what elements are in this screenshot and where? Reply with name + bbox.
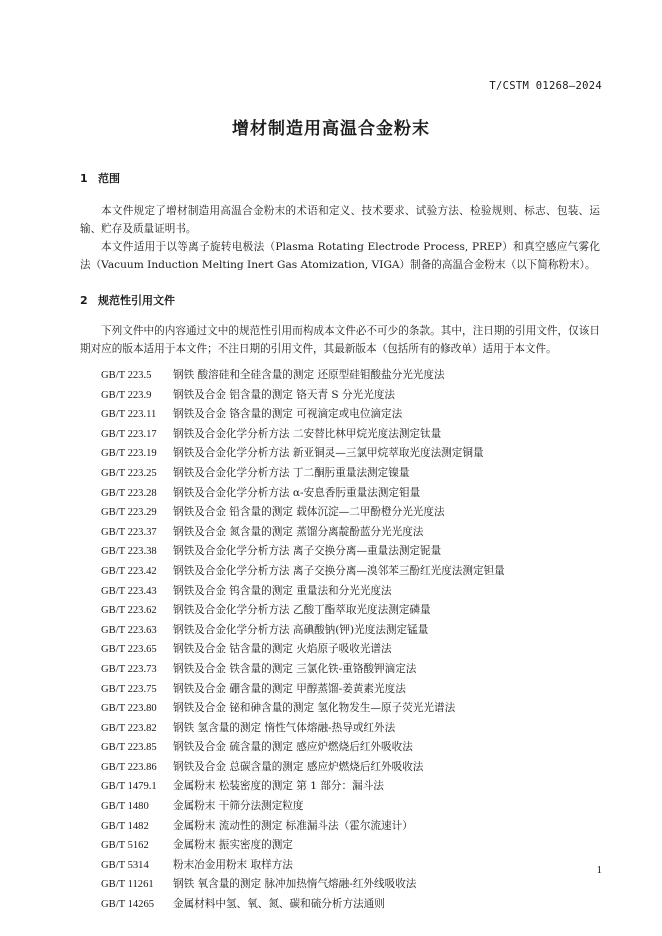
reference-item [101,562,505,582]
scope-paragraph-2: 本文件适用于以等离子旋转电极法（Plasma Rotating Electrode Process, PREP）和真空感应气雾化法（Vacuum Induction Melting Inert Gas Atomization, VIGA）制备的高温合金粉末（以下简称粉末）。 [80,241,600,271]
reference-code: GB/T 223.11 [101,409,157,421]
reference-title: 钢铁及合金 铝含量的测定 铬天青 S 分光光度法 [173,388,396,401]
reference-title: 钢铁及合金化学分析方法 乙酸丁酯萃取光度法测定磷量 [173,604,431,617]
reference-item [101,425,505,445]
reference-code: GB/T 223.42 [101,565,157,577]
reference-title: 钢铁及合金 铅含量的测定 载体沉淀—二甲酚橙分光光度法 [173,506,445,519]
reference-item [101,621,505,641]
reference-code: GB/T 223.38 [101,546,157,558]
reference-item [101,738,505,758]
reference-code: GB/T 223.82 [101,722,157,734]
section-2-number: 2 [80,294,88,307]
reference-code: GB/T 5314 [101,859,149,871]
reference-title: 钢铁及合金化学分析方法 离子交换分离—重量法测定铌量 [173,545,442,558]
reference-code: GB/T 11261 [101,879,154,891]
reference-title: 钢铁及合金化学分析方法 新亚铜灵—三氯甲烷萃取光度法测定铜量 [173,447,484,460]
reference-title: 钢铁 氧含量的测定 脉冲加热惰气熔融-红外线吸收法 [173,878,417,891]
reference-code: GB/T 223.85 [101,742,157,754]
reference-code: GB/T 223.9 [101,389,152,401]
reference-title: 金属材料中氢、氧、氮、碳和硫分析方法通则 [173,898,385,911]
reference-title: 金属粉末 干筛分法测定粒度 [173,800,304,813]
reference-item [101,836,505,856]
reference-title: 金属粉末 流动性的测定 标准漏斗法（霍尔流速计） [173,819,413,832]
reference-code: GB/T 223.28 [101,487,157,499]
reference-item [101,699,505,719]
reference-code: GB/T 223.75 [101,683,157,695]
reference-title: 钢铁及合金 硫含量的测定 感应炉燃烧后红外吸收法 [173,741,413,754]
reference-code: GB/T 223.19 [101,448,157,460]
reference-item [101,405,505,425]
reference-code: GB/T 223.37 [101,526,157,538]
reference-title: 钢铁及合金化学分析方法 丁二酮肟重量法测定镍量 [173,466,410,479]
reference-title: 钢铁及合金 硼含量的测定 甲醇蒸馏-姜黄素光度法 [173,682,406,695]
reference-code: GB/T 1480 [101,801,149,813]
reference-item [101,777,505,797]
reference-item [101,640,505,660]
reference-item [101,875,505,895]
reference-title: 金属粉末 振实密度的测定 [173,839,293,852]
reference-item [101,582,505,602]
section-2-heading [80,292,175,308]
reference-title: 钢铁及合金 铁含量的测定 三氯化铁-重铬酸钾滴定法 [173,662,417,675]
reference-title: 钢铁及合金 钨含量的测定 重量法和分光光度法 [173,584,392,597]
reference-code: GB/T 223.17 [101,428,157,440]
reference-title: 钢铁 氢含量的测定 惰性气体熔融-热导或红外法 [173,721,396,734]
normative-references-intro: 下列文件中的内容通过文中的规范性引用而构成本文件必不可少的条款。其中，注日期的引用文件，仅该日期对应的版本适用于本文件；不注日期的引用文件，其最新版本（包括所有的修改单）适用于本文件。 [80,325,600,355]
reference-title: 钢铁及合金 氮含量的测定 蒸馏分离靛酚蓝分光光度法 [173,525,424,538]
reference-item [101,660,505,680]
reference-item [101,523,505,543]
reference-title: 金属粉末 松装密度的测定 第 1 部分：漏斗法 [173,780,384,793]
section-1-title: 范围 [98,172,120,185]
reference-code: GB/T 1479.1 [101,781,157,793]
reference-title: 钢铁及合金化学分析方法 二安替比林甲烷光度法测定钛量 [173,427,442,440]
reference-title: 钢铁及合金化学分析方法 离子交换分离—溴邻苯三酚红光度法测定钽量 [173,564,505,577]
reference-item [101,366,505,386]
reference-item [101,895,505,915]
reference-item [101,601,505,621]
scope-paragraph-1: 本文件规定了增材制造用高温合金粉末的术语和定义、技术要求、试验方法、检验规则、标志、包装、运输、贮存及质量证明书。 [80,205,600,235]
reference-list [101,366,505,915]
document-code: T/CSTM 01268—2024 [489,80,602,92]
reference-item [101,542,505,562]
reference-code: GB/T 5162 [101,840,149,852]
reference-title: 钢铁及合金 铬含量的测定 可视滴定或电位滴定法 [173,408,403,421]
reference-code: GB/T 14265 [101,899,155,911]
section-1-heading [80,170,120,186]
reference-code: GB/T 223.86 [101,761,157,773]
reference-code: GB/T 223.43 [101,585,157,597]
reference-item [101,680,505,700]
reference-item [101,386,505,406]
reference-item [101,484,505,504]
section-2-body [80,322,600,358]
reference-item [101,444,505,464]
reference-item [101,856,505,876]
reference-item [101,797,505,817]
reference-code: GB/T 223.62 [101,605,157,617]
reference-title: 粉末冶金用粉末 取样方法 [173,858,293,871]
page-number: 1 [596,864,602,876]
reference-code: GB/T 223.65 [101,644,157,656]
reference-code: GB/T 223.80 [101,703,157,715]
reference-code: GB/T 1482 [101,820,149,832]
reference-title: 钢铁及合金化学分析方法 α-安息香肟重量法测定钼量 [173,486,421,499]
section-2-title: 规范性引用文件 [98,294,175,307]
reference-code: GB/T 223.25 [101,467,157,479]
document-title: 增材制造用高温合金粉末 [232,119,430,139]
reference-title: 钢铁及合金 钴含量的测定 火焰原子吸收光谱法 [173,643,392,656]
reference-code: GB/T 223.63 [101,624,157,636]
reference-item [101,503,505,523]
reference-item [101,817,505,837]
section-1-number: 1 [80,172,88,185]
reference-title: 钢铁及合金化学分析方法 高碘酸钠(钾)光度法测定锰量 [173,623,429,636]
reference-item [101,758,505,778]
section-1-body [80,202,600,274]
reference-code: GB/T 223.5 [101,370,152,381]
reference-title: 钢铁 酸溶硅和全硅含量的测定 还原型硅钼酸盐分光光度法 [173,369,445,381]
reference-item [101,464,505,484]
reference-title: 钢铁及合金 总碳含量的测定 感应炉燃烧后红外吸收法 [173,760,424,773]
reference-code: GB/T 223.29 [101,507,157,519]
reference-code: GB/T 223.73 [101,663,157,675]
reference-title: 钢铁及合金 铋和砷含量的测定 氢化物发生—原子荧光光谱法 [173,702,456,715]
reference-item [101,719,505,739]
